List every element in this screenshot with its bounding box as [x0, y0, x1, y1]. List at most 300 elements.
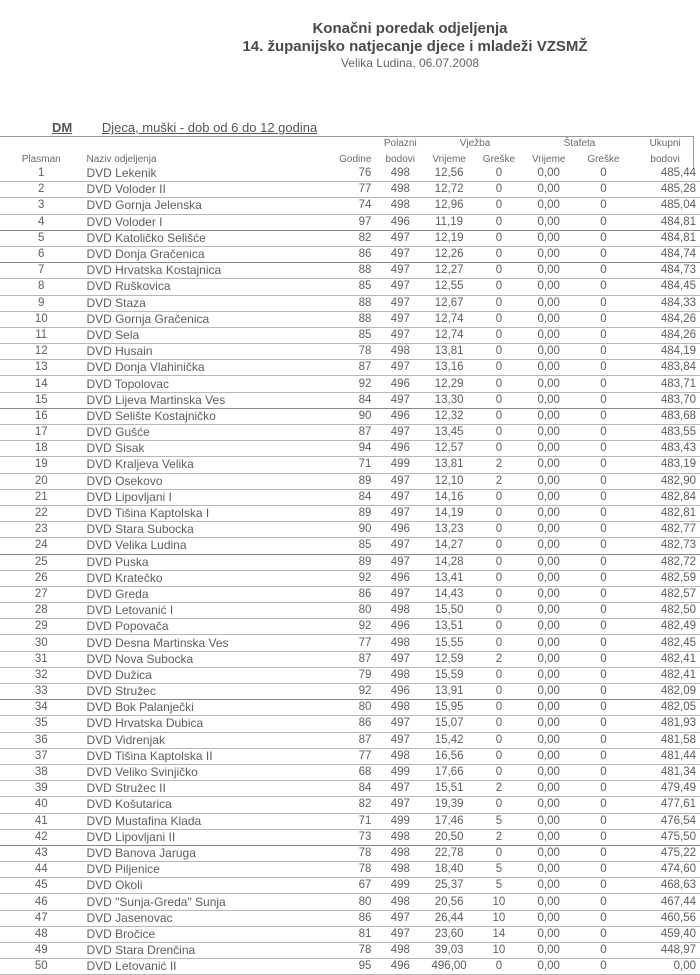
col-ukupni-top: Ukupni	[649, 138, 681, 149]
placement-cell: 37	[0, 748, 82, 764]
team-name-cell: DVD Osekovo	[82, 473, 339, 489]
relay-time-cell: 0,00	[525, 505, 573, 521]
total-points-cell: 484,26	[634, 311, 700, 327]
age-sum-cell: 80	[339, 603, 375, 619]
starting-points-cell: 496	[375, 570, 425, 586]
relay-errors-cell: 0	[573, 959, 635, 975]
placement-cell: 33	[0, 684, 82, 700]
table-row	[0, 554, 700, 570]
age-sum-cell: 94	[339, 441, 375, 457]
relay-time-cell: 0,00	[525, 894, 573, 910]
relay-errors-cell: 0	[573, 570, 635, 586]
total-points-cell: 481,58	[634, 732, 700, 748]
age-sum-cell: 87	[339, 425, 375, 441]
relay-errors-cell: 0	[573, 214, 635, 230]
total-points-cell: 483,70	[634, 392, 700, 408]
team-name-cell: DVD Puska	[82, 554, 339, 570]
exercise-time-cell: 26,44	[425, 910, 473, 926]
placement-cell: 45	[0, 878, 82, 894]
exercise-time-cell: 12,32	[425, 408, 473, 424]
relay-errors-cell: 0	[573, 781, 635, 797]
age-sum-cell: 78	[339, 344, 375, 360]
total-points-cell: 483,68	[634, 408, 700, 424]
table-row	[0, 829, 700, 845]
table-row	[0, 473, 700, 489]
relay-time-cell: 0,00	[525, 829, 573, 845]
team-name-cell: DVD Kraljeva Velika	[82, 457, 339, 473]
exercise-errors-cell: 0	[473, 263, 525, 279]
starting-points-cell: 497	[375, 651, 425, 667]
placement-cell: 9	[0, 295, 82, 311]
exercise-errors-cell: 0	[473, 230, 525, 246]
team-name-cell: DVD Stara Subocka	[82, 522, 339, 538]
exercise-errors-cell: 0	[473, 344, 525, 360]
team-name-cell: DVD Tišina Kaptolska I	[82, 505, 339, 521]
team-name-cell: DVD Okoli	[82, 878, 339, 894]
starting-points-cell: 498	[375, 943, 425, 959]
placement-cell: 7	[0, 263, 82, 279]
total-points-cell: 476,54	[634, 813, 700, 829]
starting-points-cell: 497	[375, 246, 425, 262]
team-name-cell: DVD Piljenice	[82, 862, 339, 878]
starting-points-cell: 496	[375, 214, 425, 230]
exercise-errors-cell: 0	[473, 635, 525, 651]
relay-errors-cell: 0	[573, 943, 635, 959]
table-row	[0, 279, 700, 295]
exercise-errors-cell: 0	[473, 845, 525, 861]
relay-time-cell: 0,00	[525, 360, 573, 376]
placement-cell: 39	[0, 781, 82, 797]
relay-errors-cell: 0	[573, 910, 635, 926]
table-row	[0, 797, 700, 813]
starting-points-cell: 496	[375, 522, 425, 538]
team-name-cell: DVD Topolovac	[82, 376, 339, 392]
team-name-cell: DVD Bok Palanječki	[82, 700, 339, 716]
table-row	[0, 926, 700, 942]
relay-time-cell: 0,00	[525, 781, 573, 797]
relay-errors-cell: 0	[573, 246, 635, 262]
table-header	[0, 136, 700, 166]
category-description: Djeca, muški - dob od 6 do 12 godina	[101, 120, 318, 135]
table-row	[0, 781, 700, 797]
starting-points-cell: 497	[375, 295, 425, 311]
place-and-date: Velika Ludina, 06.07.2008	[340, 56, 480, 70]
total-points-cell: 484,26	[634, 327, 700, 343]
exercise-time-cell: 15,51	[425, 781, 473, 797]
relay-time-cell: 0,00	[525, 554, 573, 570]
table-row	[0, 732, 700, 748]
age-sum-cell: 73	[339, 829, 375, 845]
exercise-time-cell: 12,56	[425, 166, 473, 182]
starting-points-cell: 497	[375, 392, 425, 408]
table-row	[0, 538, 700, 554]
relay-time-cell: 0,00	[525, 716, 573, 732]
exercise-time-cell: 12,10	[425, 473, 473, 489]
category-heading	[52, 120, 317, 135]
exercise-time-cell: 16,56	[425, 748, 473, 764]
total-points-cell: 482,41	[634, 651, 700, 667]
col-polazni-bottom: bodovi	[385, 154, 416, 165]
total-points-cell: 485,04	[634, 198, 700, 214]
table-row	[0, 619, 700, 635]
table-row	[0, 360, 700, 376]
age-sum-cell: 80	[339, 894, 375, 910]
team-name-cell: DVD Vidrenjak	[82, 732, 339, 748]
placement-cell: 48	[0, 926, 82, 942]
relay-time-cell: 0,00	[525, 522, 573, 538]
relay-time-cell: 0,00	[525, 473, 573, 489]
placement-cell: 25	[0, 554, 82, 570]
relay-time-cell: 0,00	[525, 586, 573, 602]
exercise-time-cell: 18,40	[425, 862, 473, 878]
exercise-time-cell: 14,43	[425, 586, 473, 602]
total-points-cell: 482,59	[634, 570, 700, 586]
placement-cell: 38	[0, 764, 82, 780]
exercise-errors-cell: 0	[473, 392, 525, 408]
relay-time-cell: 0,00	[525, 910, 573, 926]
placement-cell: 29	[0, 619, 82, 635]
starting-points-cell: 496	[375, 959, 425, 975]
placement-cell: 43	[0, 845, 82, 861]
team-name-cell: DVD Lipovljani I	[82, 489, 339, 505]
exercise-errors-cell: 0	[473, 748, 525, 764]
table-row	[0, 748, 700, 764]
total-points-cell: 482,09	[634, 684, 700, 700]
col-stafeta: Štafeta	[563, 138, 596, 149]
relay-time-cell: 0,00	[525, 684, 573, 700]
age-sum-cell: 77	[339, 635, 375, 651]
exercise-time-cell: 12,96	[425, 198, 473, 214]
relay-errors-cell: 0	[573, 295, 635, 311]
team-name-cell: DVD Mustafina Klada	[82, 813, 339, 829]
table-row	[0, 943, 700, 959]
team-name-cell: DVD Veliko Svinjičko	[82, 764, 339, 780]
table-row	[0, 700, 700, 716]
table-row	[0, 344, 700, 360]
total-points-cell: 482,49	[634, 619, 700, 635]
age-sum-cell: 84	[339, 392, 375, 408]
placement-cell: 47	[0, 910, 82, 926]
relay-errors-cell: 0	[573, 538, 635, 554]
relay-time-cell: 0,00	[525, 263, 573, 279]
exercise-time-cell: 13,51	[425, 619, 473, 635]
starting-points-cell: 498	[375, 635, 425, 651]
team-name-cell: DVD Bročice	[82, 926, 339, 942]
exercise-time-cell: 13,30	[425, 392, 473, 408]
exercise-errors-cell: 5	[473, 862, 525, 878]
relay-time-cell: 0,00	[525, 441, 573, 457]
placement-cell: 28	[0, 603, 82, 619]
starting-points-cell: 498	[375, 166, 425, 182]
table-row	[0, 392, 700, 408]
age-sum-cell: 88	[339, 295, 375, 311]
exercise-time-cell: 13,23	[425, 522, 473, 538]
relay-errors-cell: 0	[573, 829, 635, 845]
exercise-time-cell: 22,78	[425, 845, 473, 861]
exercise-time-cell: 20,50	[425, 829, 473, 845]
exercise-errors-cell: 2	[473, 829, 525, 845]
placement-cell: 31	[0, 651, 82, 667]
total-points-cell: 482,72	[634, 554, 700, 570]
total-points-cell: 482,77	[634, 522, 700, 538]
placement-cell: 8	[0, 279, 82, 295]
starting-points-cell: 496	[375, 441, 425, 457]
exercise-errors-cell: 0	[473, 522, 525, 538]
total-points-cell: 482,41	[634, 667, 700, 683]
placement-cell: 18	[0, 441, 82, 457]
starting-points-cell: 498	[375, 700, 425, 716]
relay-time-cell: 0,00	[525, 764, 573, 780]
document-subtitle: 14. županijsko natjecanje djece i mladeži VZSMŽ	[242, 38, 588, 55]
table-row	[0, 862, 700, 878]
relay-time-cell: 0,00	[525, 279, 573, 295]
age-sum-cell: 92	[339, 684, 375, 700]
exercise-errors-cell: 0	[473, 586, 525, 602]
relay-time-cell: 0,00	[525, 408, 573, 424]
exercise-time-cell: 496,00	[425, 959, 473, 975]
relay-errors-cell: 0	[573, 425, 635, 441]
starting-points-cell: 498	[375, 845, 425, 861]
total-points-cell: 448,97	[634, 943, 700, 959]
table-row	[0, 408, 700, 424]
category-code: DM	[52, 120, 73, 135]
exercise-time-cell: 13,16	[425, 360, 473, 376]
total-points-cell: 482,57	[634, 586, 700, 602]
age-sum-cell: 67	[339, 878, 375, 894]
table-row	[0, 845, 700, 861]
relay-time-cell: 0,00	[525, 797, 573, 813]
relay-time-cell: 0,00	[525, 845, 573, 861]
placement-cell: 34	[0, 700, 82, 716]
placement-cell: 32	[0, 667, 82, 683]
relay-errors-cell: 0	[573, 263, 635, 279]
starting-points-cell: 498	[375, 667, 425, 683]
placement-cell: 30	[0, 635, 82, 651]
relay-errors-cell: 0	[573, 813, 635, 829]
age-sum-cell: 85	[339, 279, 375, 295]
starting-points-cell: 497	[375, 910, 425, 926]
table-row	[0, 878, 700, 894]
relay-time-cell: 0,00	[525, 959, 573, 975]
table-row	[0, 603, 700, 619]
relay-errors-cell: 0	[573, 376, 635, 392]
relay-errors-cell: 0	[573, 554, 635, 570]
exercise-errors-cell: 0	[473, 716, 525, 732]
table-row	[0, 457, 700, 473]
starting-points-cell: 497	[375, 716, 425, 732]
relay-time-cell: 0,00	[525, 327, 573, 343]
exercise-time-cell: 12,27	[425, 263, 473, 279]
relay-errors-cell: 0	[573, 311, 635, 327]
starting-points-cell: 499	[375, 764, 425, 780]
total-points-cell: 483,19	[634, 457, 700, 473]
exercise-time-cell: 15,42	[425, 732, 473, 748]
starting-points-cell: 496	[375, 376, 425, 392]
age-sum-cell: 82	[339, 230, 375, 246]
relay-time-cell: 0,00	[525, 700, 573, 716]
relay-errors-cell: 0	[573, 166, 635, 182]
starting-points-cell: 498	[375, 894, 425, 910]
table-row	[0, 327, 700, 343]
total-points-cell: 474,60	[634, 862, 700, 878]
team-name-cell: DVD Hrvatska Dubica	[82, 716, 339, 732]
age-sum-cell: 85	[339, 538, 375, 554]
relay-errors-cell: 0	[573, 748, 635, 764]
exercise-errors-cell: 0	[473, 441, 525, 457]
exercise-errors-cell: 5	[473, 813, 525, 829]
total-points-cell: 481,34	[634, 764, 700, 780]
relay-errors-cell: 0	[573, 182, 635, 198]
total-points-cell: 484,81	[634, 214, 700, 230]
exercise-time-cell: 12,67	[425, 295, 473, 311]
exercise-errors-cell: 2	[473, 457, 525, 473]
placement-cell: 50	[0, 959, 82, 975]
age-sum-cell: 86	[339, 586, 375, 602]
team-name-cell: DVD Nova Subocka	[82, 651, 339, 667]
table-row	[0, 764, 700, 780]
table-row	[0, 667, 700, 683]
total-points-cell: 482,05	[634, 700, 700, 716]
starting-points-cell: 496	[375, 619, 425, 635]
starting-points-cell: 497	[375, 360, 425, 376]
starting-points-cell: 498	[375, 862, 425, 878]
relay-time-cell: 0,00	[525, 198, 573, 214]
exercise-time-cell: 15,55	[425, 635, 473, 651]
placement-cell: 22	[0, 505, 82, 521]
exercise-time-cell: 39,03	[425, 943, 473, 959]
total-points-cell: 479,49	[634, 781, 700, 797]
age-sum-cell: 77	[339, 182, 375, 198]
table-row	[0, 813, 700, 829]
relay-time-cell: 0,00	[525, 425, 573, 441]
exercise-time-cell: 15,50	[425, 603, 473, 619]
age-sum-cell: 92	[339, 570, 375, 586]
table-row	[0, 684, 700, 700]
total-points-cell: 0,00	[634, 959, 700, 975]
total-points-cell: 484,19	[634, 344, 700, 360]
relay-time-cell: 0,00	[525, 943, 573, 959]
relay-errors-cell: 0	[573, 635, 635, 651]
exercise-errors-cell: 0	[473, 182, 525, 198]
relay-errors-cell: 0	[573, 667, 635, 683]
placement-cell: 5	[0, 230, 82, 246]
starting-points-cell: 497	[375, 505, 425, 521]
table-row	[0, 214, 700, 230]
age-sum-cell: 89	[339, 554, 375, 570]
exercise-time-cell: 12,74	[425, 311, 473, 327]
col-stafeta-vrijeme: Vrijeme	[531, 154, 566, 165]
starting-points-cell: 499	[375, 878, 425, 894]
age-sum-cell: 76	[339, 166, 375, 182]
exercise-errors-cell: 0	[473, 732, 525, 748]
document-title: Konačni poredak odjeljenja	[312, 20, 508, 37]
table-row	[0, 295, 700, 311]
team-name-cell: DVD Velika Ludina	[82, 538, 339, 554]
table-row	[0, 635, 700, 651]
exercise-time-cell: 13,81	[425, 344, 473, 360]
age-sum-cell: 86	[339, 910, 375, 926]
exercise-time-cell: 15,59	[425, 667, 473, 683]
relay-time-cell: 0,00	[525, 619, 573, 635]
relay-errors-cell: 0	[573, 603, 635, 619]
col-naziv: Naziv odjeljenja	[86, 154, 157, 165]
team-name-cell: DVD Kratečko	[82, 570, 339, 586]
relay-errors-cell: 0	[573, 716, 635, 732]
age-sum-cell: 85	[339, 327, 375, 343]
team-name-cell: DVD Košutarica	[82, 797, 339, 813]
relay-time-cell: 0,00	[525, 862, 573, 878]
age-sum-cell: 71	[339, 813, 375, 829]
exercise-time-cell: 12,19	[425, 230, 473, 246]
exercise-time-cell: 12,55	[425, 279, 473, 295]
col-vjezba: Vježba	[459, 138, 491, 149]
placement-cell: 23	[0, 522, 82, 538]
total-points-cell: 482,50	[634, 603, 700, 619]
total-points-cell: 482,84	[634, 489, 700, 505]
relay-time-cell: 0,00	[525, 166, 573, 182]
placement-cell: 27	[0, 586, 82, 602]
exercise-time-cell: 15,95	[425, 700, 473, 716]
starting-points-cell: 497	[375, 279, 425, 295]
starting-points-cell: 498	[375, 829, 425, 845]
col-polazni-top: Polazni	[383, 138, 417, 149]
relay-time-cell: 0,00	[525, 570, 573, 586]
table-row	[0, 263, 700, 279]
age-sum-cell: 78	[339, 943, 375, 959]
team-name-cell: DVD Voloder I	[82, 214, 339, 230]
age-sum-cell: 82	[339, 797, 375, 813]
relay-errors-cell: 0	[573, 344, 635, 360]
exercise-errors-cell: 10	[473, 894, 525, 910]
exercise-errors-cell: 0	[473, 279, 525, 295]
starting-points-cell: 498	[375, 182, 425, 198]
exercise-time-cell: 14,28	[425, 554, 473, 570]
relay-errors-cell: 0	[573, 360, 635, 376]
starting-points-cell: 497	[375, 926, 425, 942]
exercise-errors-cell: 0	[473, 959, 525, 975]
team-name-cell: DVD Tišina Kaptolska II	[82, 748, 339, 764]
relay-errors-cell: 0	[573, 700, 635, 716]
exercise-errors-cell: 0	[473, 797, 525, 813]
age-sum-cell: 84	[339, 489, 375, 505]
starting-points-cell: 497	[375, 554, 425, 570]
age-sum-cell: 84	[339, 781, 375, 797]
exercise-errors-cell: 0	[473, 198, 525, 214]
starting-points-cell: 497	[375, 781, 425, 797]
total-points-cell: 459,40	[634, 926, 700, 942]
exercise-errors-cell: 0	[473, 295, 525, 311]
relay-errors-cell: 0	[573, 845, 635, 861]
exercise-time-cell: 13,45	[425, 425, 473, 441]
placement-cell: 3	[0, 198, 82, 214]
age-sum-cell: 97	[339, 214, 375, 230]
starting-points-cell: 497	[375, 311, 425, 327]
team-name-cell: DVD Hrvatska Kostajnica	[82, 263, 339, 279]
exercise-errors-cell: 2	[473, 473, 525, 489]
team-name-cell: DVD Husain	[82, 344, 339, 360]
table-row	[0, 959, 700, 975]
placement-cell: 4	[0, 214, 82, 230]
total-points-cell: 482,45	[634, 635, 700, 651]
relay-time-cell: 0,00	[525, 246, 573, 262]
exercise-errors-cell: 0	[473, 667, 525, 683]
team-name-cell: DVD Gornja Jelenska	[82, 198, 339, 214]
exercise-errors-cell: 0	[473, 311, 525, 327]
team-name-cell: DVD Sela	[82, 327, 339, 343]
age-sum-cell: 78	[339, 862, 375, 878]
age-sum-cell: 90	[339, 522, 375, 538]
starting-points-cell: 498	[375, 603, 425, 619]
